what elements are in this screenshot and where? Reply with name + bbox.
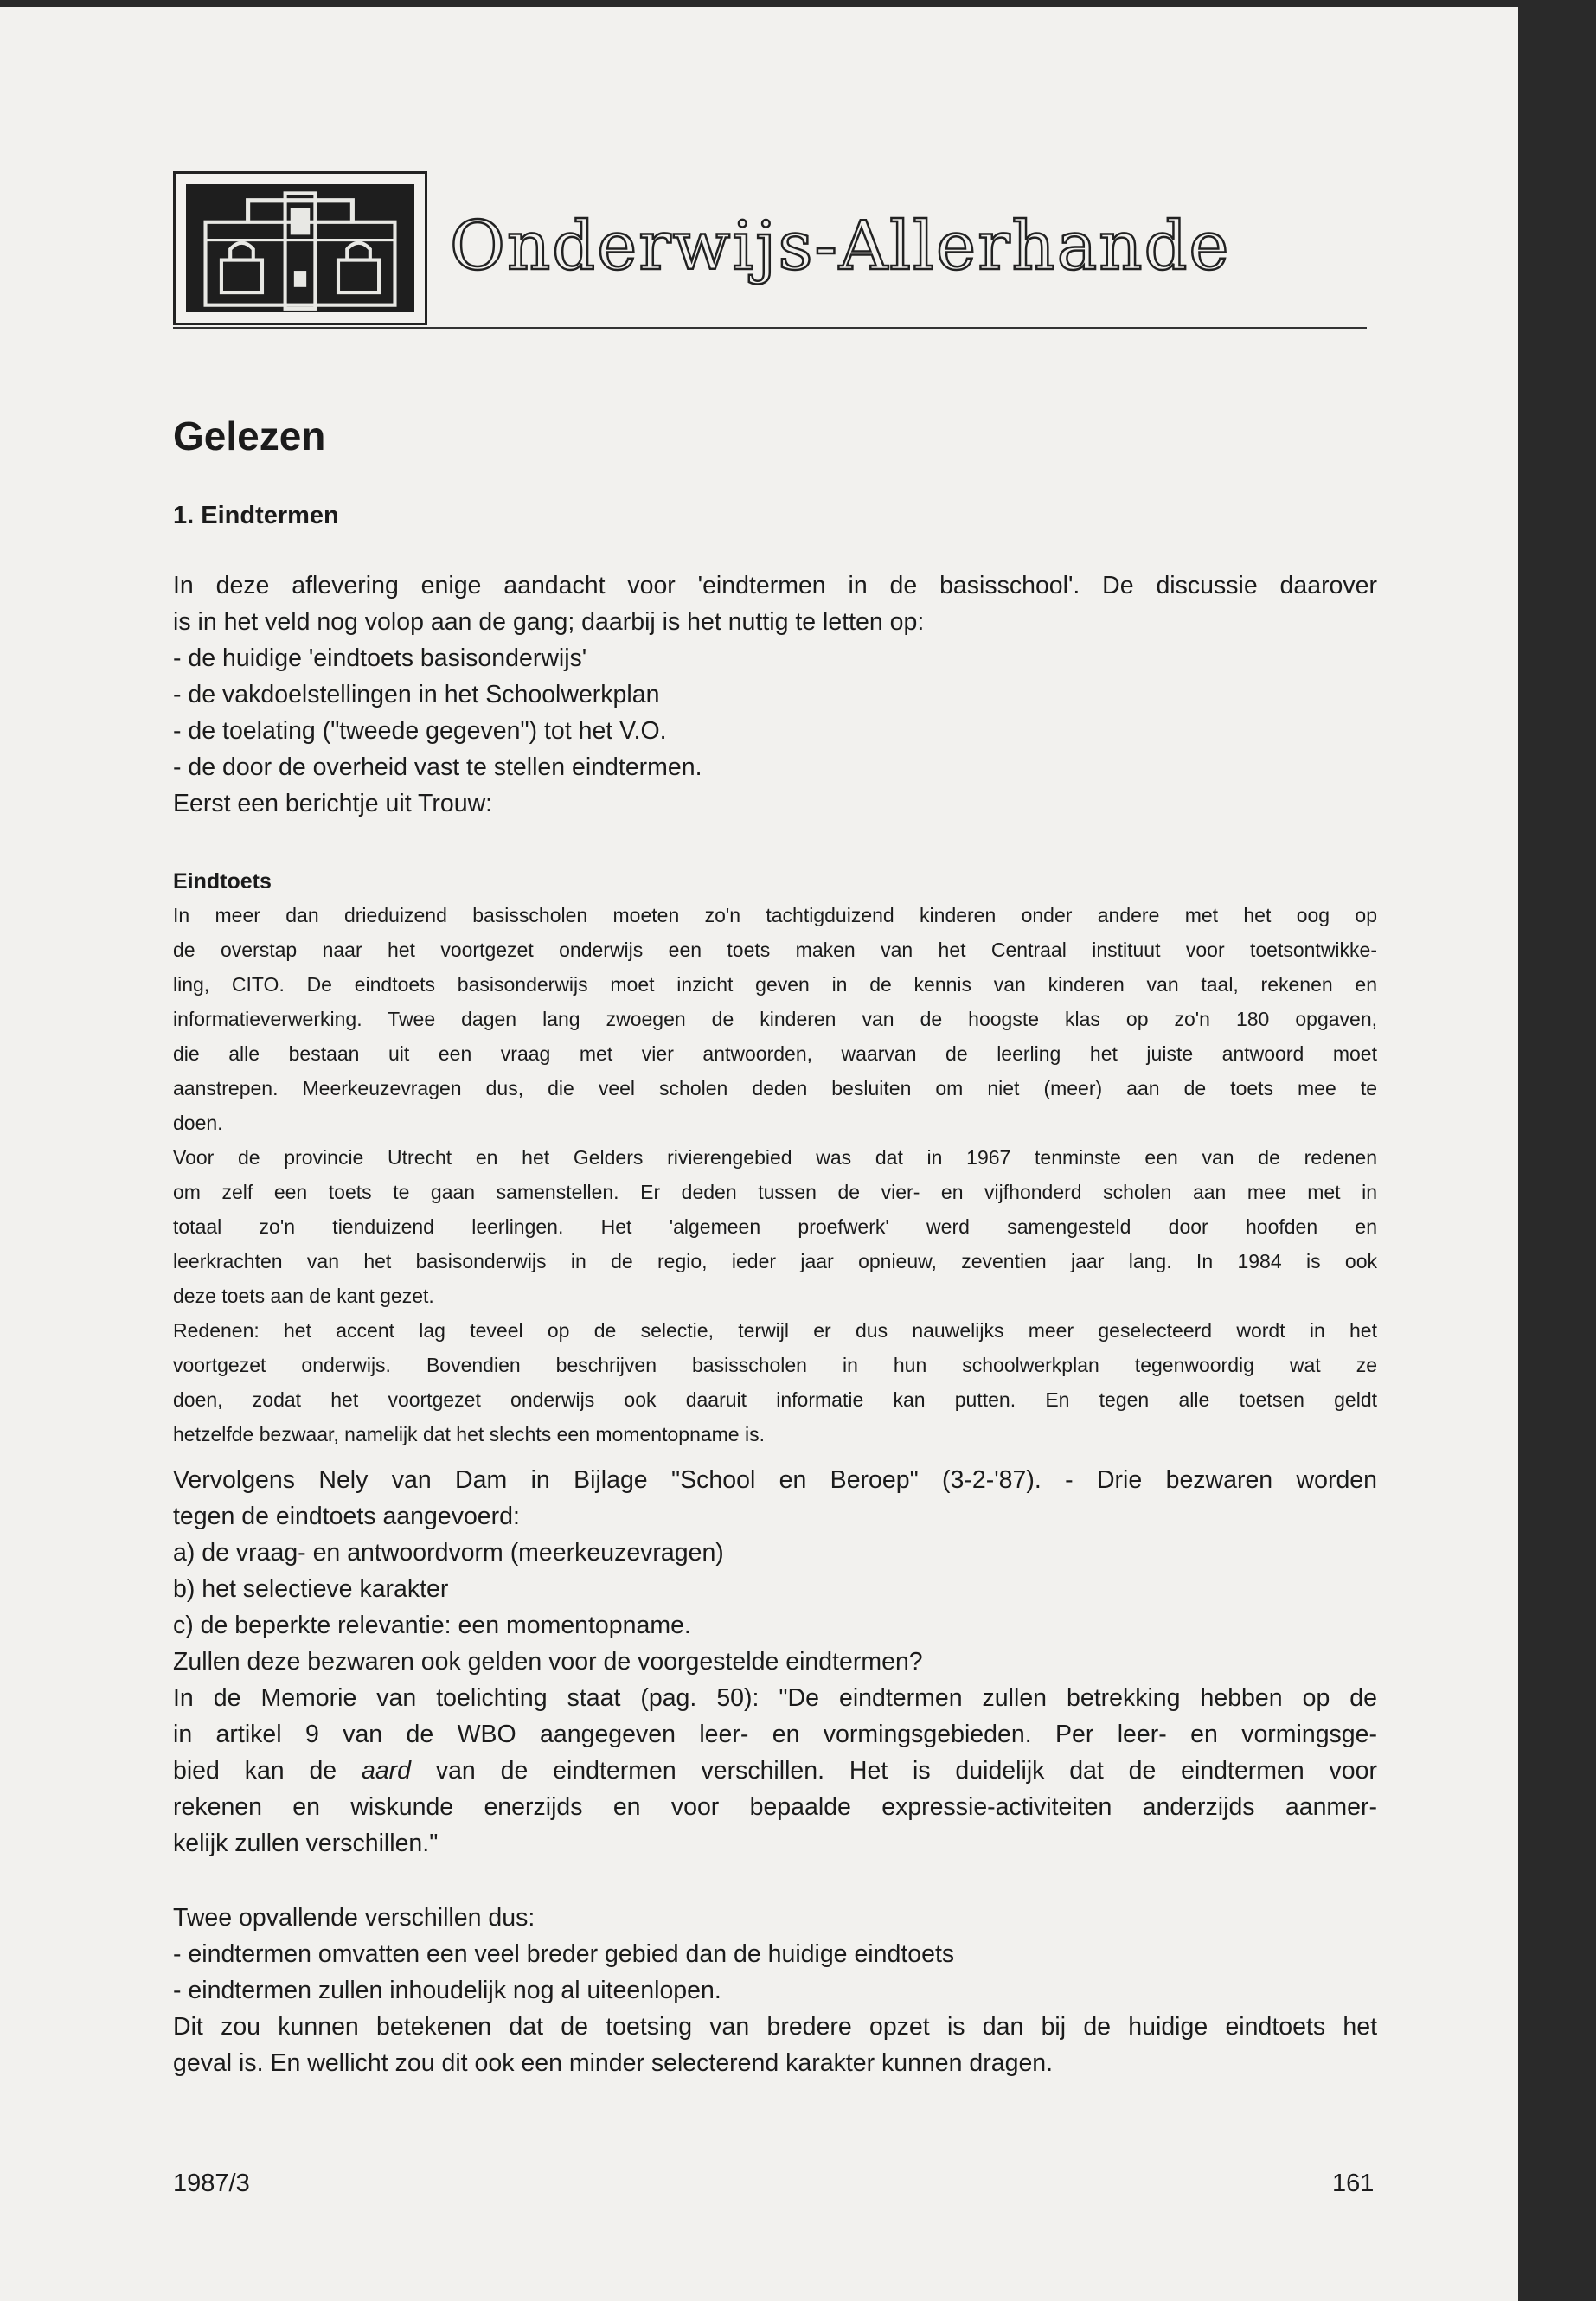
quote-line: de overstap naar het voortgezet onderwijs een toets maken van het Centraal instituut voor toetsontwikke- — [173, 939, 1377, 961]
text-line: geval is. En wellicht zou dit ook een minder selecterend karakter kunnen dragen. — [173, 2049, 1054, 2077]
quote-line: In meer dan drieduizend basisscholen moeten zo'n tachtigduizend kinderen onder andere met het oog op — [173, 904, 1377, 926]
body-paragraph-2 — [173, 1462, 1377, 1862]
body-paragraph-3 — [173, 1900, 1377, 2081]
header-rule — [173, 327, 1367, 329]
quote-line: voortgezet onderwijs. Bovendien beschrijven basisscholen in hun schoolwerkplan tegenwoordig wat ze — [173, 1354, 1377, 1376]
quote-line: deze toets aan de kant gezet. — [173, 1285, 434, 1307]
emphasis: aard — [361, 1757, 412, 1785]
quote-line: doen, zodat het voortgezet onderwijs ook daaruit informatie kan putten. En tegen alle toetsen geldt — [173, 1388, 1377, 1411]
list-item: - eindtermen zullen inhoudelijk nog al uiteenlopen. — [173, 1977, 721, 2004]
quote-line: aanstrepen. Meerkeuzevragen dus, die veel scholen deden besluiten om niet (meer) aan de toets mee te — [173, 1077, 1377, 1099]
quote-line: Voor de provincie Utrecht en het Gelders rivierengebied was dat in 1967 tenminste een van de redenen — [173, 1146, 1377, 1169]
list-item: - de huidige 'eindtoets basisonderwijs' — [173, 644, 587, 672]
quote-title: Eindtoets — [173, 869, 272, 894]
section-title: Gelezen — [173, 413, 326, 458]
text-line — [173, 1753, 1377, 1789]
issue-number: 1987/3 — [173, 2170, 250, 2197]
quote-line: ling, CITO. De eindtoets basisonderwijs moet inzicht geven in de kennis van kinderen van taal, rekenen en — [173, 973, 1377, 996]
document-page — [0, 7, 1518, 2301]
intro-paragraph — [173, 567, 1377, 822]
text-line: tegen de eindtoets aangevoerd: — [173, 1503, 520, 1530]
satchel-logo — [173, 171, 427, 325]
list-item: - de toelating ("tweede gegeven") tot het V.O. — [173, 717, 667, 745]
satchel-icon — [186, 184, 414, 312]
series-title: Onderwijs-Allerhande — [450, 208, 1231, 285]
text-line: In de Memorie van toelichting staat (pag. 50): "De eindtermen zullen betrekking hebben op de — [173, 1684, 1377, 1712]
quote-line: informatieverwerking. Twee dagen lang zwoegen de kinderen van de hoogste klas op zo'n 180 opgaven, — [173, 1008, 1377, 1030]
text-line: rekenen en wiskunde enerzijds en voor bepaalde expressie-activiteiten anderzijds aanmer- — [173, 1793, 1377, 1821]
text-span: bied kan de — [173, 1757, 362, 1785]
quote-line: Redenen: het accent lag teveel op de selectie, terwijl er dus nauwelijks meer geselecteerd wordt in het — [173, 1319, 1377, 1342]
text-line: in artikel 9 van de WBO aangegeven leer- en vormingsgebieden. Per leer- en vormingsge- — [173, 1721, 1377, 1748]
quote-line: die alle bestaan uit een vraag met vier antwoorden, waarvan de leerling het juiste antwoord moet — [173, 1042, 1377, 1065]
text-line: kelijk zullen verschillen." — [173, 1830, 439, 1857]
text-line: Zullen deze bezwaren ook gelden voor de voorgestelde eindtermen? — [173, 1648, 923, 1676]
list-item: a) de vraag- en antwoordvorm (meerkeuzevragen) — [173, 1539, 724, 1567]
text-line: Vervolgens Nely van Dam in Bijlage "School en Beroep" (3-2-'87). - Drie bezwaren worden — [173, 1466, 1377, 1494]
list-item: b) het selectieve karakter — [173, 1575, 449, 1603]
text-line: Twee opvallende verschillen dus: — [173, 1904, 535, 1932]
text-line: Dit zou kunnen betekenen dat de toetsing van bredere opzet is dan bij de huidige eindtoets het — [173, 2013, 1377, 2041]
text-line: In deze aflevering enige aandacht voor 'eindtermen in de basisschool'. De discussie daarover — [173, 572, 1377, 599]
list-item: - de door de overheid vast te stellen eindtermen. — [173, 753, 702, 781]
quote-body — [173, 898, 1377, 1452]
quote-line: doen. — [173, 1112, 223, 1134]
page-number: 161 — [1332, 2170, 1375, 2197]
quote-line: totaal zo'n tienduizend leerlingen. Het 'algemeen proefwerk' werd samengesteld door hoofden en — [173, 1215, 1377, 1238]
quote-line: hetzelfde bezwaar, namelijk dat het slechts een momentopname is. — [173, 1423, 765, 1445]
list-item: - eindtermen omvatten een veel breder gebied dan de huidige eindtoets — [173, 1940, 955, 1968]
quote-line: leerkrachten van het basisonderwijs in de regio, ieder jaar opnieuw, zeventien jaar lang. In 1984 is ook — [173, 1250, 1377, 1272]
subsection-title: 1. Eindtermen — [173, 502, 339, 529]
list-item: c) de beperkte relevantie: een momentopname. — [173, 1612, 691, 1639]
text-line: is in het veld nog volop aan de gang; daarbij is het nuttig te letten op: — [173, 608, 925, 636]
text-span: van de eindtermen verschillen. Het is duidelijk dat de eindtermen voor — [411, 1757, 1377, 1785]
list-item: - de vakdoelstellingen in het Schoolwerkplan — [173, 681, 660, 708]
text-line: Eerst een berichtje uit Trouw: — [173, 790, 493, 817]
quote-line: om zelf een toets te gaan samenstellen. Er deden tussen de vier- en vijfhonderd scholen aan mee met in — [173, 1181, 1377, 1203]
